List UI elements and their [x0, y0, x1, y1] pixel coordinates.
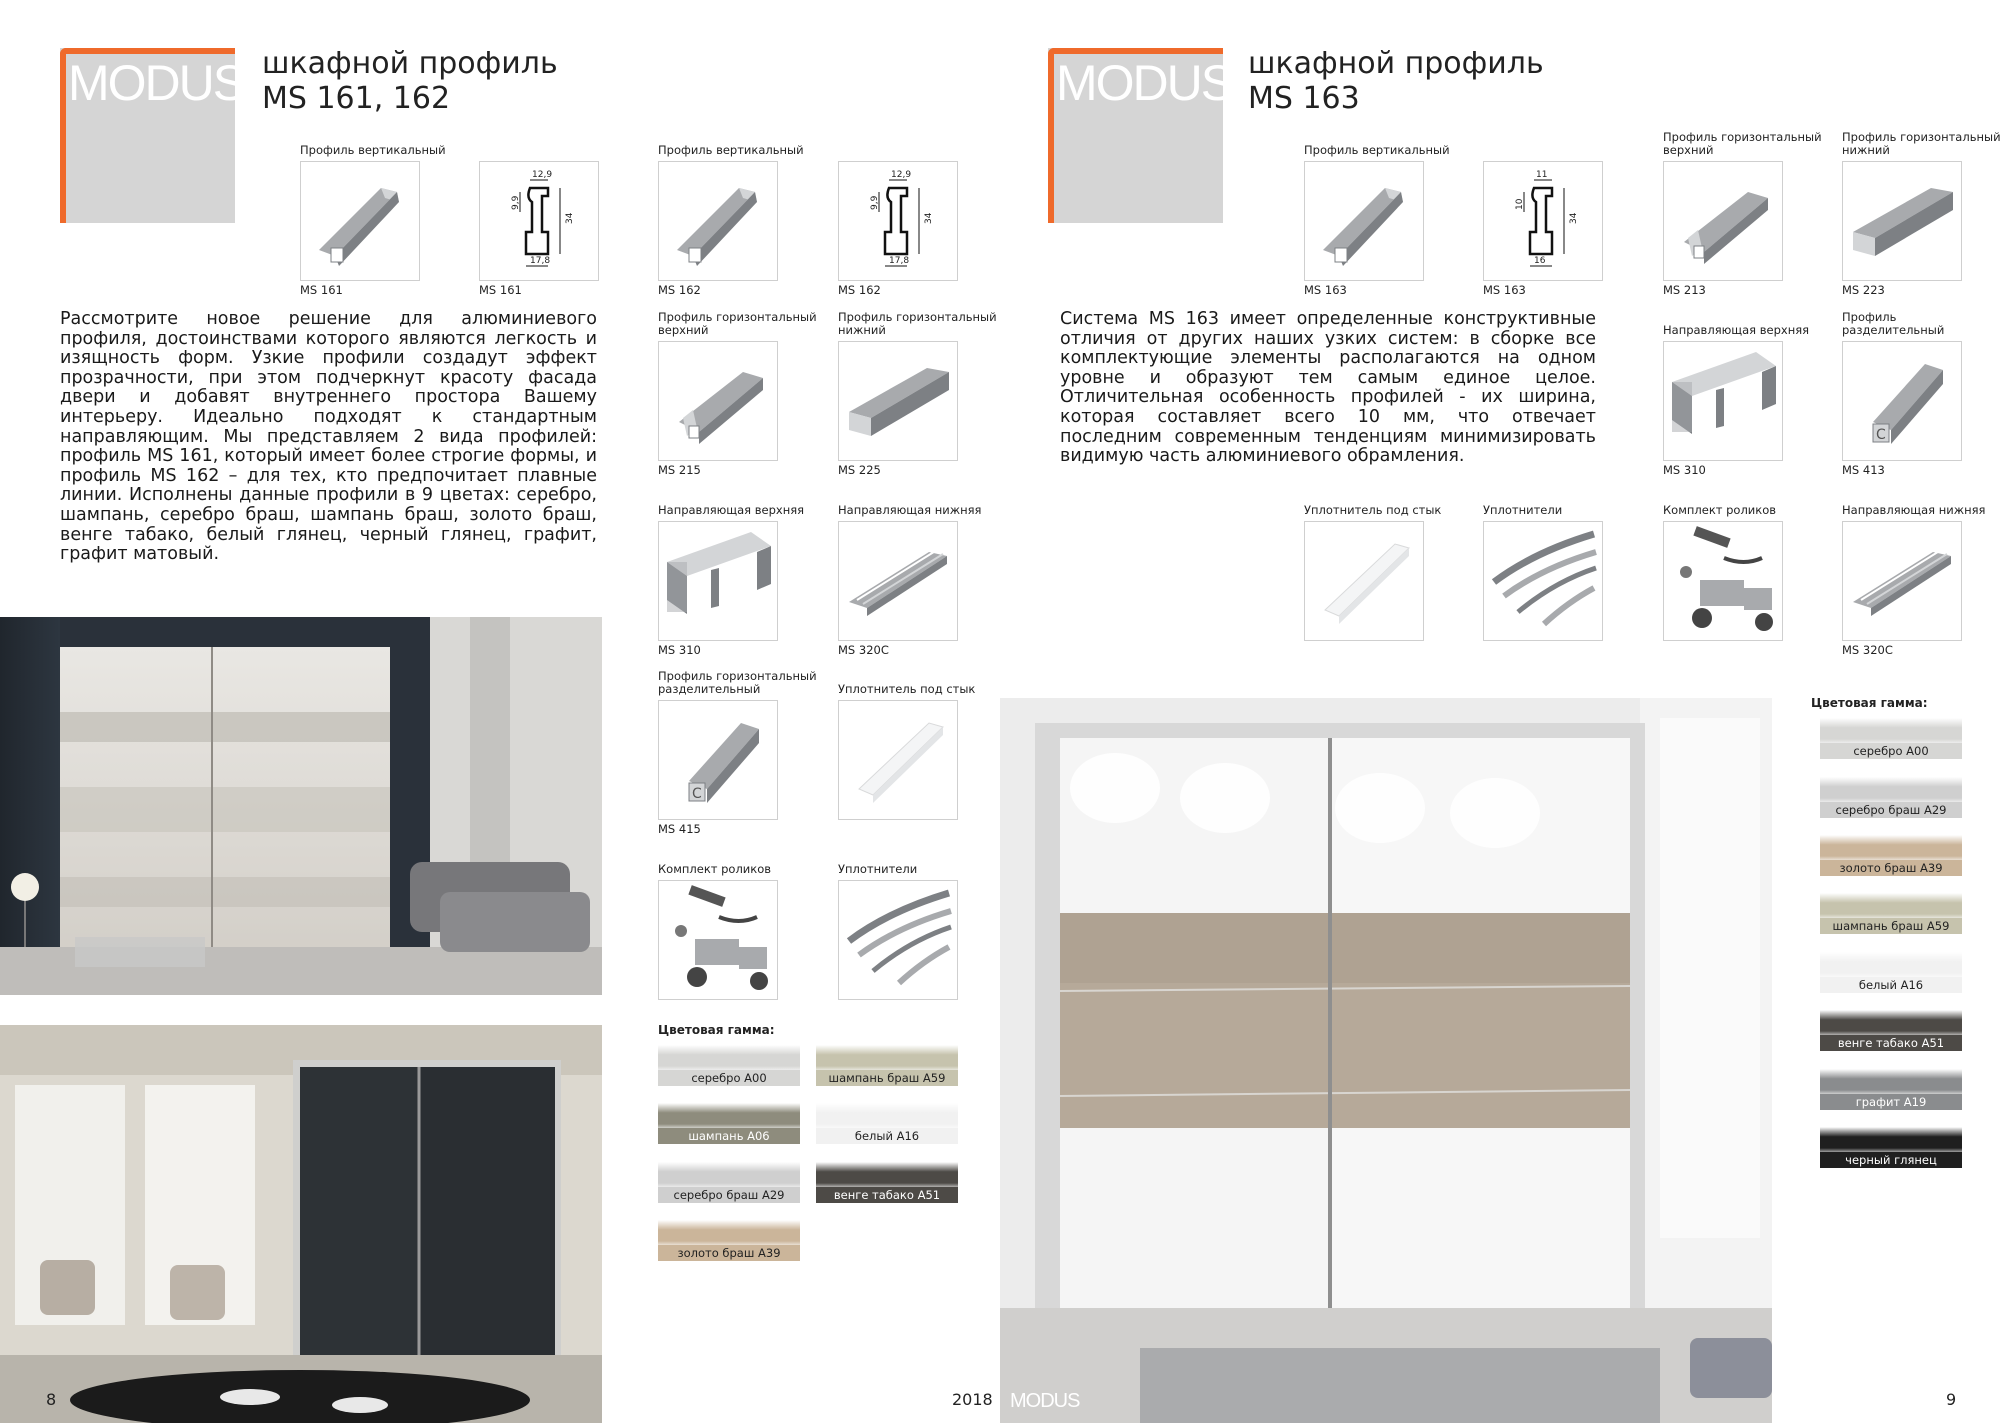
product-code: MS 415: [658, 822, 701, 836]
product-caption: Комплект роликов: [1663, 503, 1777, 517]
color-swatch: [1820, 891, 1962, 936]
svg-text:17,8: 17,8: [889, 256, 910, 266]
product-code: MS 320C: [1842, 643, 1893, 657]
roller-kit-icon: [658, 880, 778, 1000]
svg-text:9,9: 9,9: [511, 195, 521, 210]
product-caption: Профиль вертикальный: [1304, 143, 1450, 157]
color-swatch: [1820, 775, 1962, 820]
bottom-rail-icon: [1842, 521, 1962, 641]
swatch-color-chip: [658, 1045, 800, 1073]
year-label: 2018: [952, 1390, 993, 1409]
product-code: MS 163: [1483, 283, 1526, 297]
description-text: Система MS 163 имеет определенные конструктивные отличия от других наших узких систем: в сборке все комплектующие элементы располагаются на одном уровне и образуют тем самым единое целое. Отличительная особенность профилей - их ширина, которая составляет всего 10 мм, что отвечает последним современным тенденциям минимизировать видимую часть алюминиевого обрамления.: [1060, 309, 1596, 467]
swatch-color-chip: [1820, 1069, 1962, 1097]
product-caption: Комплект роликов: [658, 862, 772, 876]
title-line-1: шкафной профиль: [262, 46, 558, 81]
vertical-profile-icon: [300, 161, 420, 281]
swatch-color-chip: [1820, 893, 1962, 921]
product-code: MS 163: [1304, 283, 1347, 297]
modus-logo: [1048, 48, 1233, 223]
title-line-1: шкафной профиль: [1248, 46, 1544, 81]
swatch-label: венге табако А51: [1820, 1035, 1962, 1051]
color-swatch: [1820, 1125, 1962, 1183]
product-code: MS 161: [300, 283, 343, 297]
svg-text:10: 10: [1515, 198, 1525, 210]
product-caption: [838, 129, 998, 157]
product-code: MS 310: [1663, 463, 1706, 477]
color-range-title: Цветовая гамма:: [1811, 696, 1928, 710]
swatch-color-chip: [658, 1220, 800, 1248]
swatch-color-chip: [1820, 777, 1962, 805]
joint-seal-icon: [838, 700, 958, 820]
product-caption: Профиль горизонтальный разделительный: [658, 669, 817, 696]
product-code: MS 162: [838, 283, 881, 297]
product-code: MS 215: [658, 463, 701, 477]
page-number: 8: [46, 1390, 57, 1409]
swatch-color-chip: [816, 1162, 958, 1190]
logo-text: MODUS: [68, 55, 245, 111]
joint-seal-icon: [1304, 521, 1424, 641]
right-page: [1000, 0, 2000, 1423]
horizontal-top-profile-icon: [658, 341, 778, 461]
horizontal-bottom-profile-icon: [838, 341, 958, 461]
product-code: MS 413: [1842, 463, 1885, 477]
color-swatch: [1820, 1067, 1962, 1112]
swatch-label: серебро браш А29: [658, 1187, 800, 1203]
product-caption: Направляющая нижняя: [838, 503, 982, 517]
horizontal-bottom-profile-icon: [1842, 161, 1962, 281]
vertical-profile-icon: [658, 161, 778, 281]
product-code: MS 225: [838, 463, 881, 477]
profile-drawing-icon: [1483, 161, 1603, 281]
divider-profile-icon: [658, 700, 778, 820]
interior-photo-living-room: [0, 617, 602, 995]
product-caption: Направляющая нижняя: [1842, 503, 1986, 517]
color-swatch: [816, 1043, 958, 1088]
swatch-color-chip: [658, 1162, 800, 1190]
product-caption: Уплотнитель под стык: [838, 682, 976, 696]
swatch-label: шампань браш А59: [816, 1070, 958, 1086]
product-caption: [479, 129, 639, 157]
svg-text:11: 11: [1536, 170, 1548, 180]
seals-icon: [838, 880, 958, 1000]
color-swatch: [816, 1101, 958, 1146]
product-code: MS 320C: [838, 643, 889, 657]
color-swatch: [1820, 950, 1962, 995]
roller-kit-icon: [1663, 521, 1783, 641]
profile-drawing-icon: [838, 161, 958, 281]
color-swatch: [1820, 1008, 1962, 1053]
svg-text:12,9: 12,9: [891, 170, 912, 180]
svg-text:34: 34: [565, 212, 575, 224]
left-page: [0, 0, 1000, 1423]
product-caption: Направляющая верхняя: [658, 503, 805, 517]
horizontal-top-profile-icon: [1663, 161, 1783, 281]
swatch-label: венге табако А51: [816, 1187, 958, 1203]
svg-text:34: 34: [1569, 212, 1579, 224]
product-caption: Профиль вертикальный: [300, 143, 446, 157]
product-caption: Профиль горизонтальный нижний: [1842, 130, 2001, 157]
color-swatch: [658, 1101, 800, 1146]
product-caption: Направляющая верхняя: [1663, 323, 1810, 337]
swatch-color-chip: [658, 1103, 800, 1131]
product-code: MS 223: [1842, 283, 1885, 297]
swatch-color-chip: [816, 1045, 958, 1073]
swatch-label: золото браш А39: [658, 1245, 800, 1261]
product-code: MS 310: [658, 643, 701, 657]
swatch-label: серебро А00: [1820, 743, 1962, 759]
profile-drawing-icon: [479, 161, 599, 281]
top-rail-icon: [1663, 341, 1783, 461]
svg-text:C: C: [692, 786, 702, 802]
swatch-color-chip: [1820, 1127, 1962, 1155]
logo-text: MODUS: [1056, 55, 1233, 111]
swatch-label: серебро А00: [658, 1070, 800, 1086]
swatch-label: золото браш А39: [1820, 860, 1962, 876]
product-code: MS 161: [479, 283, 522, 297]
color-range-title: Цветовая гамма:: [658, 1023, 775, 1037]
description-text: Рассмотрите новое решение для алюминиевого профиля, достоинствами которого являются легкость и изящность форм. Узкие профили создадут эффект прозрачности, при этом подчеркнут красоту фасада двери и добавят внутреннего простора Вашему интерьеру. Идеально подходят к стандартным направляющим. Мы представляем 2 вида профилей: профиль MS 161, который имеет более строгие формы, и профиль MS 162 – для тех, кто предпочитает плавные линии. Исполнены данные профили в 9 цветах: серебро, шампань, серебро браш, шампань браш, золото браш, венге табако, белый глянец, черный глянец, графит, графит матовый.: [60, 309, 597, 565]
swatch-label: белый А16: [1820, 977, 1962, 993]
svg-text:C: C: [1876, 427, 1886, 443]
swatch-label: графит А19: [1820, 1094, 1962, 1110]
page-title: [1248, 46, 1544, 116]
svg-text:16: 16: [1534, 256, 1546, 266]
swatch-color-chip: [1820, 718, 1962, 746]
product-caption: Профиль горизонтальный верхний: [1663, 130, 1822, 157]
color-swatch: [658, 1218, 800, 1263]
divider-profile-icon: [1842, 341, 1962, 461]
product-caption: Уплотнители: [1483, 503, 1563, 517]
color-swatch: [1820, 833, 1962, 878]
swatch-color-chip: [1820, 835, 1962, 863]
product-caption: Профиль горизонтальный верхний: [658, 310, 817, 337]
product-code: MS 162: [658, 283, 701, 297]
svg-text:12,9: 12,9: [532, 170, 553, 180]
product-caption: [1483, 129, 1643, 157]
product-caption: Уплотнитель под стык: [1304, 503, 1442, 517]
svg-text:34: 34: [924, 212, 934, 224]
swatch-color-chip: [1820, 1010, 1962, 1038]
swatch-label: черный глянец RAL9017: [1820, 1152, 1962, 1168]
seals-icon: [1483, 521, 1603, 641]
title-line-2: MS 163: [1248, 81, 1360, 116]
product-code: MS 213: [1663, 283, 1706, 297]
product-caption: Профиль горизонтальный нижний: [838, 310, 997, 337]
title-line-2: MS 161, 162: [262, 81, 451, 116]
page-number: 9: [1946, 1390, 1957, 1409]
swatch-label: шампань А06: [658, 1128, 800, 1144]
color-swatch: [1820, 716, 1962, 761]
footer-logo: MODUS: [1010, 1390, 1080, 1412]
interior-photo-wardrobe: [1000, 698, 1772, 1423]
color-swatch: [816, 1160, 958, 1205]
vertical-profile-icon: [1304, 161, 1424, 281]
swatch-label: серебро браш А29: [1820, 802, 1962, 818]
color-swatch: [658, 1043, 800, 1088]
product-caption: Уплотнители: [838, 862, 918, 876]
svg-text:17,8: 17,8: [530, 256, 551, 266]
swatch-label: белый А16: [816, 1128, 958, 1144]
product-caption: Профиль вертикальный: [658, 143, 804, 157]
swatch-label: шампань браш А59: [1820, 918, 1962, 934]
svg-text:9,9: 9,9: [870, 195, 880, 210]
product-caption: Профиль разделительный: [1842, 310, 1945, 337]
bottom-rail-icon: [838, 521, 958, 641]
swatch-color-chip: [816, 1103, 958, 1131]
interior-photo-bedroom: [0, 1025, 602, 1423]
color-swatch: [658, 1160, 800, 1205]
page-title: [262, 46, 558, 116]
top-rail-icon: [658, 521, 778, 641]
swatch-color-chip: [1820, 952, 1962, 980]
modus-logo: [60, 48, 245, 223]
